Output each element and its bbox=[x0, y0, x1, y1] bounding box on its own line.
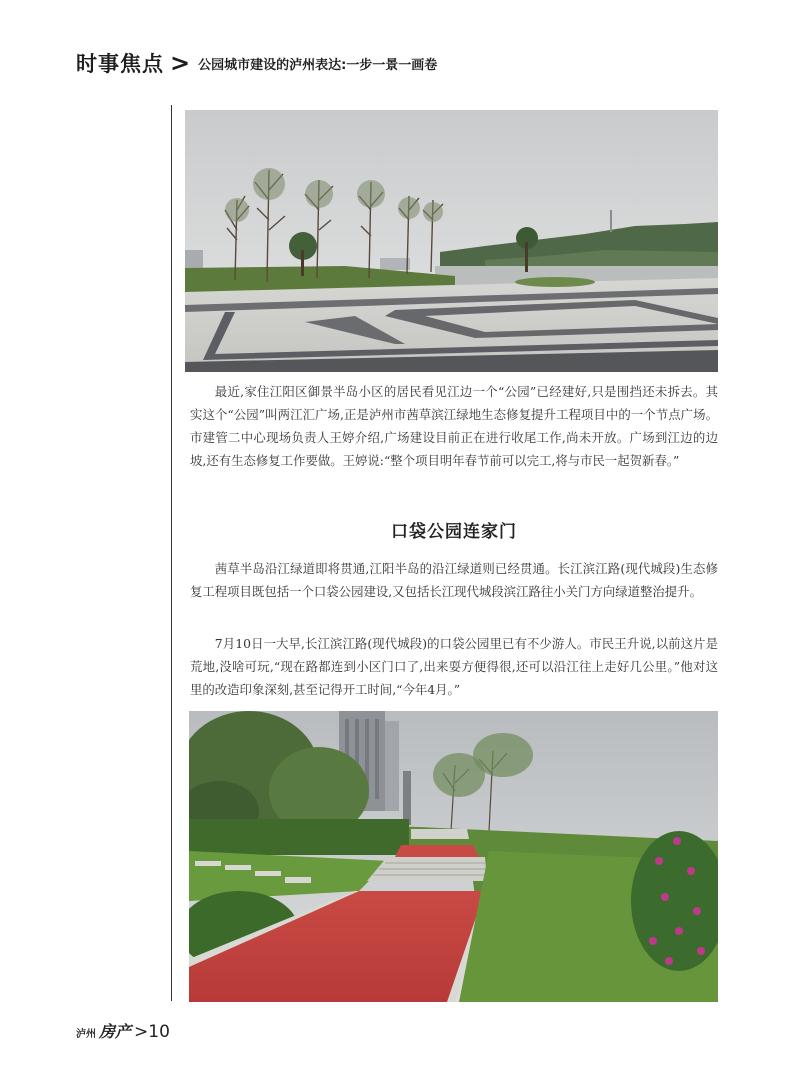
page-footer bbox=[76, 1019, 170, 1042]
pocket-park-photo bbox=[189, 711, 718, 1002]
section-arrow: > bbox=[170, 49, 191, 77]
section-subtitle: 公园城市建设的泸州表达:一步一景一画卷 bbox=[198, 57, 438, 73]
vertical-rule bbox=[171, 105, 172, 1001]
section-name: 时事焦点 bbox=[76, 52, 164, 76]
page-number: >10 bbox=[134, 1022, 170, 1042]
magazine-logo: 房产 bbox=[99, 1022, 132, 1041]
paragraph-3: 7月10日一大早,长江滨江路(现代城段)的口袋公园里已有不少游人。市民王升说,以前这片是荒地,没啥可玩,“现在路都连到小区门口了,出来耍方便得很,还可以沿江往上走好几公里。”他对这里的改造印象深刻,甚至记得开工时间,“今年4月。” bbox=[190, 636, 718, 697]
section-header bbox=[76, 47, 437, 79]
plaza-photo bbox=[185, 110, 718, 372]
paragraph-2: 茜草半岛沿江绿道即将贯通,江阳半岛的沿江绿道则已经贯通。长江滨江路(现代城段)生态修复工程项目既包括一个口袋公园建设,又包括长江现代城段滨江路往小关门方向绿道整治提升。 bbox=[190, 561, 718, 599]
paragraph-1: 最近,家住江阳区御景半岛小区的居民看见江边一个“公园”已经建好,只是围挡还未拆去。其实这个“公园”叫两江汇广场,正是泸州市茜草滨江绿地生态修复提升工程项目中的一个节点广场。市建管二中心现场负责人王婷介绍,广场建设目前正在进行收尾工作,尚未开放。广场到江边的边坡,还有生态修复工作要做。王婷说:“整个项目明年春节前可以完工,将与市民一起贺新春。” bbox=[190, 384, 718, 468]
subheading: 口袋公园连家门 bbox=[391, 522, 517, 542]
magazine-city: 泸州 bbox=[76, 1029, 96, 1040]
